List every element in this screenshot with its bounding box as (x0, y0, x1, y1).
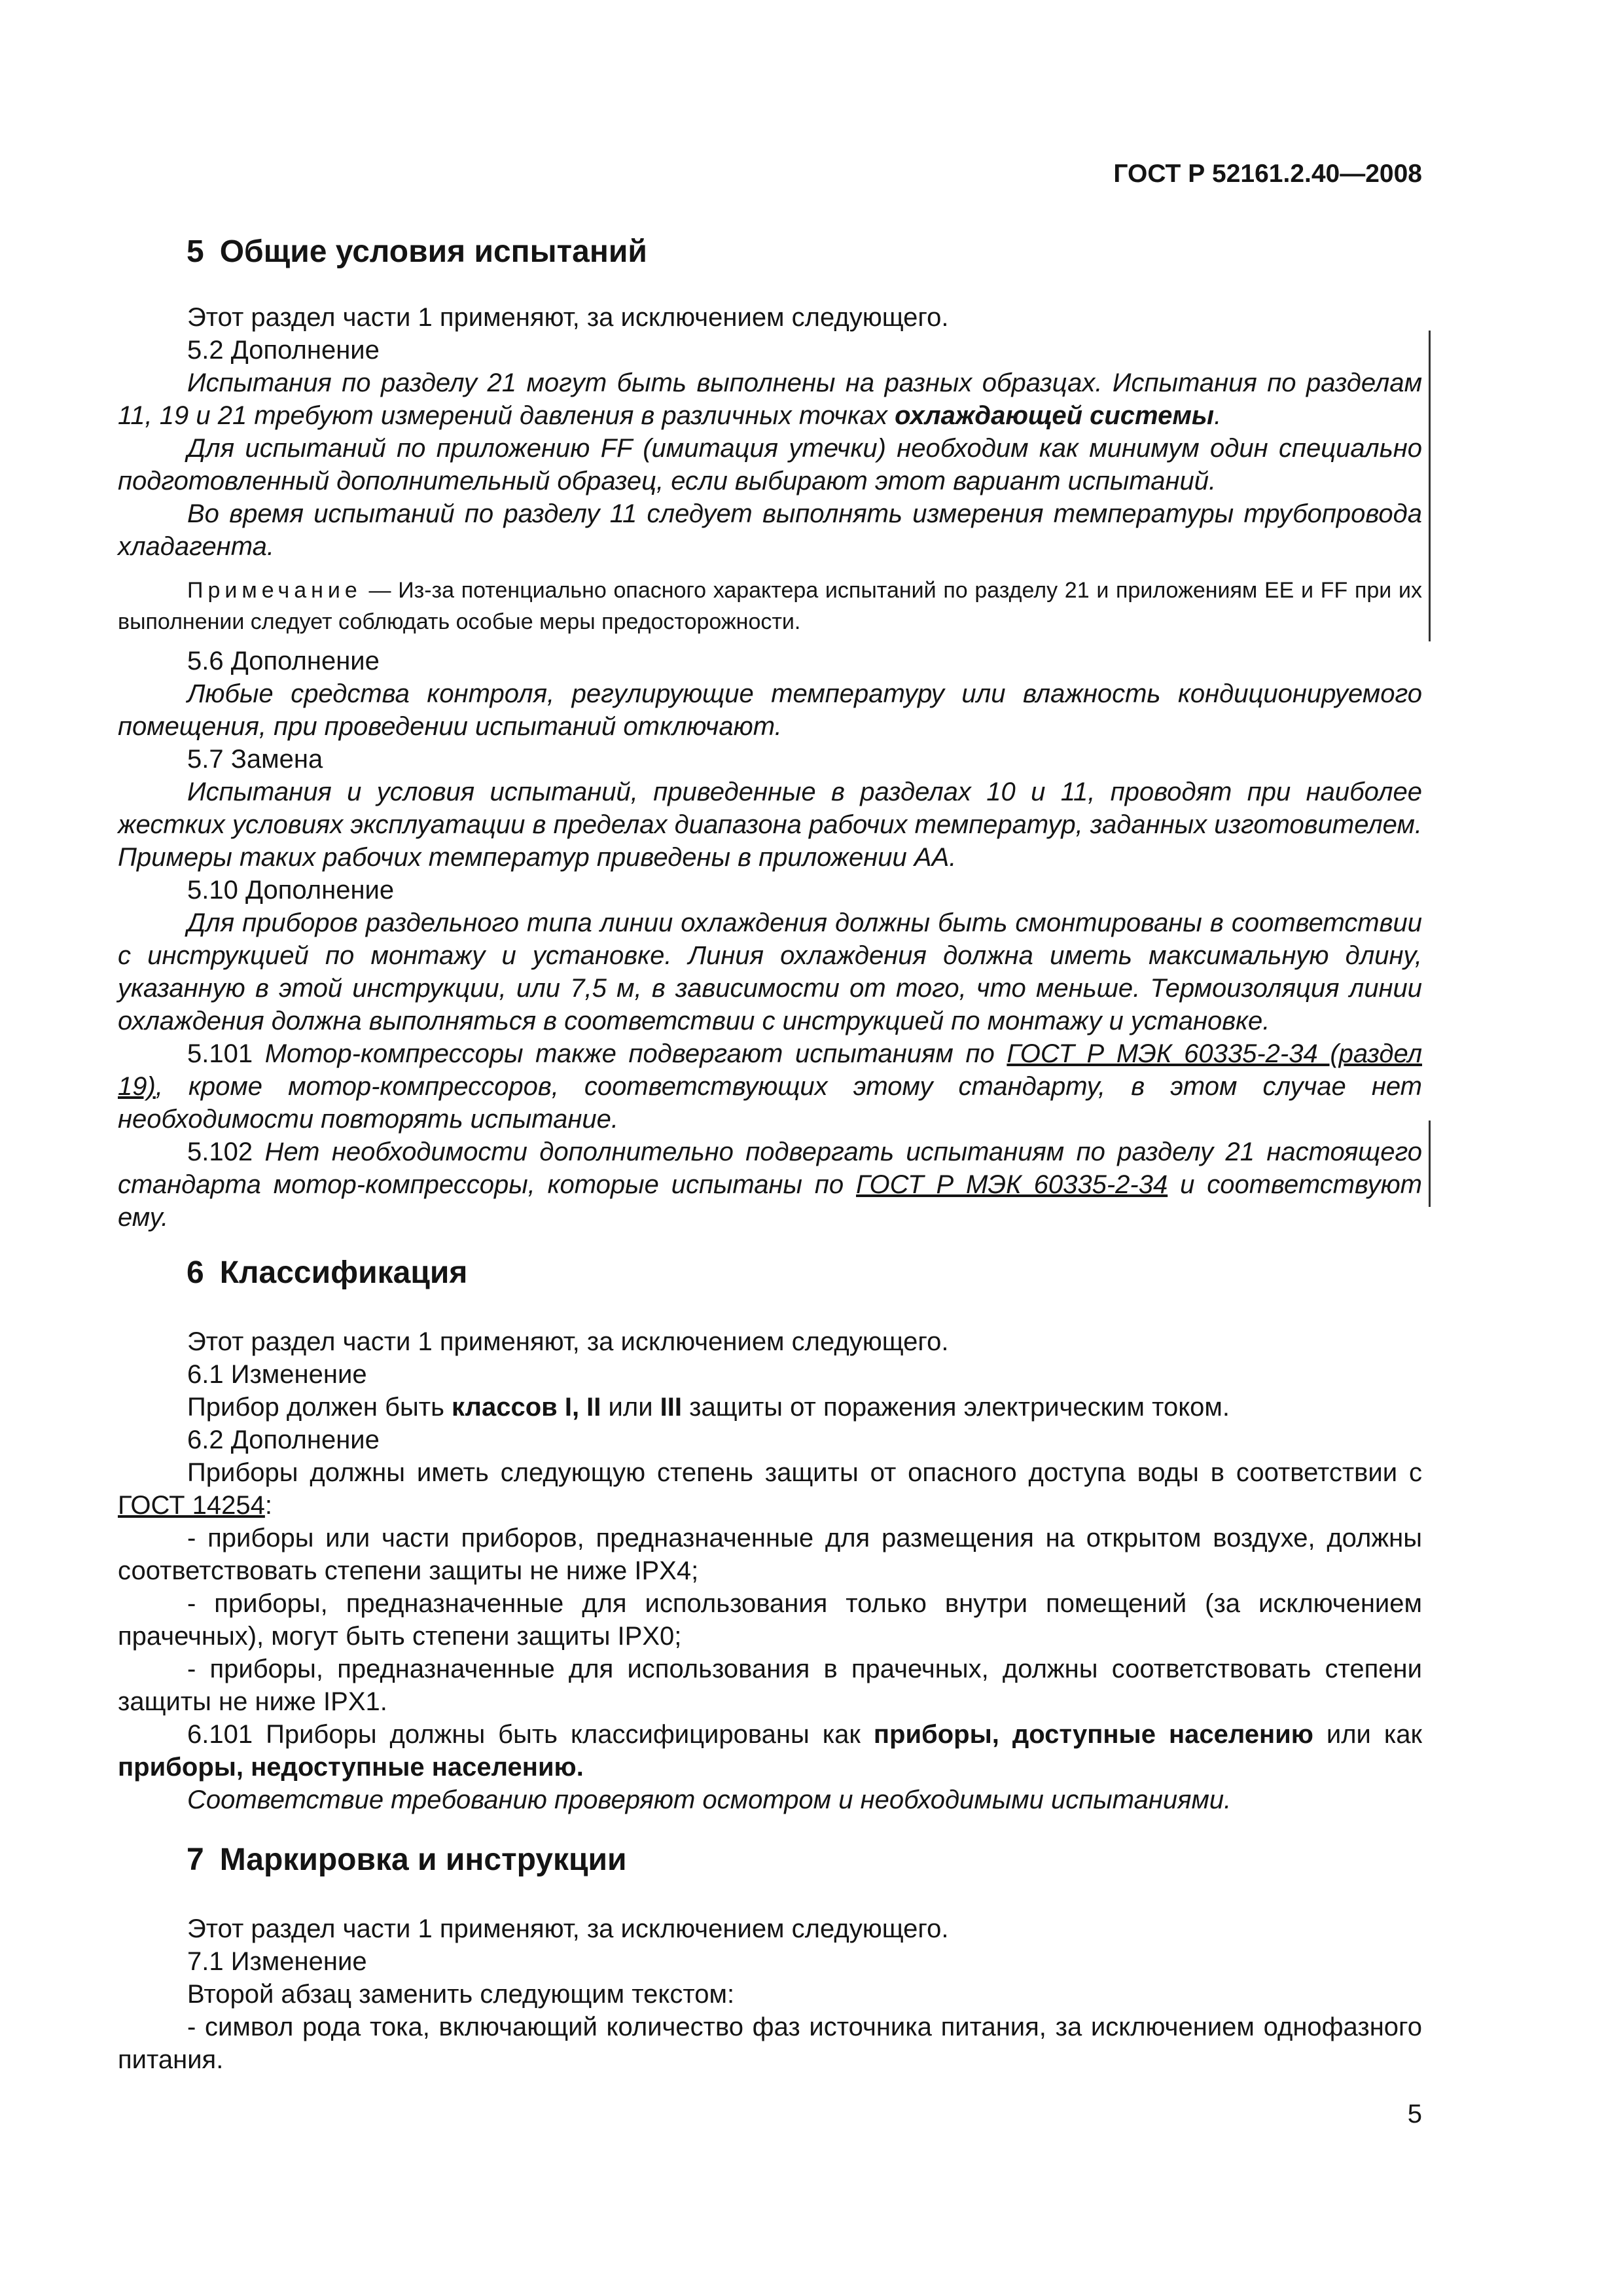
text-run: Испытания по разделу 21 могут быть выполнены на разных образцах. Испытания по разделам 11, 19 и 21 требуют измерений давления в различных точках (118, 368, 1422, 430)
paragraph: Для испытаний по приложению FF (имитация утечки) необходим как минимум один специально подготовленный дополнительный образец, если выбирают этот вариант испытаний. (118, 434, 1422, 495)
text-run: . (1214, 401, 1222, 430)
reference-link[interactable]: ГОСТ Р МЭК 60335-2-34 (856, 1170, 1168, 1199)
clause-label: 7.1 Изменение (187, 1947, 367, 1976)
list-item: - символ рода тока, включающий количество фаз источника питания, за исключением однофазного питания. (118, 2013, 1422, 2074)
section-5-heading (187, 232, 647, 272)
text-run: : (264, 1491, 272, 1520)
term: классов I, II (452, 1393, 601, 1422)
change-bar (1429, 1121, 1431, 1207)
clause-label: 5.6 Дополнение (187, 647, 380, 675)
clause-label: 6.2 Дополнение (187, 1426, 380, 1454)
reference-link[interactable]: ГОСТ 14254 (118, 1491, 265, 1520)
clause-label: 5.2 Дополнение (187, 336, 380, 365)
note-label: Примечание (187, 578, 362, 603)
note (118, 575, 1422, 637)
change-bar (1429, 331, 1431, 641)
paragraph (118, 1136, 1422, 1234)
paragraph: Любые средства контроля, регулирующие температуру или влажность кондиционируемого помещения, при проведении испытаний отключают. (118, 679, 1422, 741)
text-run: Нет необходимости дополнительно подвергать испытаниям по разделу 21 настоящего стандарта мотор-компрессоры, которые испытаны по (118, 1138, 1422, 1199)
clause-label: 5.7 Замена (187, 745, 323, 774)
text-run: Мотор-компрессоры также подвергают испытаниям по (264, 1039, 1007, 1068)
text-run: 6.101 Приборы должны быть классифицированы как (187, 1720, 874, 1749)
section-7-body (118, 1912, 1422, 2076)
section-number: 5 (187, 234, 204, 269)
term: охлаждающей системы (895, 401, 1215, 430)
paragraph: Во время испытаний по разделу 11 следует выполнять измерения температуры трубопровода хладагента. (118, 499, 1422, 561)
paragraph: Этот раздел части 1 применяют, за исключением следующего. (187, 303, 949, 332)
paragraph: Этот раздел части 1 применяют, за исключением следующего. (187, 1327, 949, 1356)
reference-link[interactable]: ГОСТ Р МЭК 60335-2-34 (раздел 19) (118, 1039, 1423, 1101)
section-6-body (118, 1325, 1422, 1816)
text-run: , кроме мотор-компрессоров, соответствующих этому стандарту, в этом случае нет необходимости повторять испытание. (118, 1072, 1422, 1134)
list-item: - приборы, предназначенные для использования в прачечных, должны соответствовать степени защиты не ниже IPX1. (118, 1655, 1422, 1716)
paragraph: Второй абзац заменить следующим текстом: (187, 1980, 735, 2009)
section-5-body (118, 301, 1422, 563)
clause-number: 5.102 (187, 1138, 265, 1166)
term: III (660, 1393, 683, 1422)
paragraph: Для приборов раздельного типа линии охлаждения должны быть смонтированы в соответствии с инструкцией по монтажу и установке. Линия охлаждения должна иметь максимальную длину, указанную в этой инструкции, или 7,5 м, в зависимости от того, что меньше. Термоизоляция линии охлаждения должна выполняться в соответствии с инструкцией по монтажу и установке. (118, 908, 1422, 1035)
document-code: ГОСТ Р 52161.2.40—2008 (1113, 160, 1422, 188)
clause-label: 5.10 Дополнение (187, 876, 395, 905)
page-number: 5 (1407, 2100, 1422, 2128)
text-run: Прибор должен быть (187, 1393, 452, 1422)
text-run: Приборы должны иметь следующую степень защиты от опасного доступа воды в соответствии с (187, 1458, 1422, 1487)
clause-number: 5.101 (187, 1039, 265, 1068)
section-7-heading (187, 1840, 627, 1880)
section-number: 6 (187, 1255, 204, 1290)
text-run: и соответствуют ему. (118, 1170, 1422, 1232)
section-5-body-continued (118, 645, 1422, 1234)
list-item: - приборы или части приборов, предназначенные для размещения на открытом воздухе, должны соответствовать степени защиты не ниже IPX4; (118, 1524, 1422, 1585)
list-item: - приборы, предназначенные для использования только внутри помещений (за исключением прачечных), могут быть степени защиты IPX0; (118, 1589, 1422, 1651)
text-run: защиты от поражения электрическим током. (682, 1393, 1230, 1422)
paragraph: Этот раздел части 1 применяют, за исключением следующего. (187, 1914, 949, 1943)
section-6-heading (187, 1253, 467, 1293)
document-page (118, 0, 1422, 2296)
text-run: или как (1313, 1720, 1423, 1749)
term: приборы, недоступные населению. (118, 1753, 584, 1782)
paragraph (118, 367, 1422, 432)
note-text: — Из-за потенциально опасного характера испытаний по разделу 21 и приложениям EE и FF при их выполнении следует соблюдать особые меры предосторожности. (118, 578, 1422, 634)
paragraph (118, 1718, 1422, 1784)
paragraph: Испытания и условия испытаний, приведенные в разделах 10 и 11, проводят при наиболее жестких условиях эксплуатации в пределах диапазона рабочих температур, заданных изготовителем. Примеры таких рабочих температур приведены в приложении АА. (118, 778, 1422, 872)
paragraph: Соответствие требованию проверяют осмотром и необходимыми испытаниями. (187, 1785, 1232, 1814)
section-number: 7 (187, 1842, 204, 1877)
text-run: или (601, 1393, 660, 1422)
section-title: Классификация (219, 1255, 468, 1290)
term: приборы, доступные населению (873, 1720, 1313, 1749)
section-title: Общие условия испытаний (219, 234, 647, 269)
paragraph (118, 1037, 1422, 1136)
clause-label: 6.1 Изменение (187, 1360, 367, 1389)
paragraph (118, 1456, 1422, 1522)
paragraph (118, 1391, 1422, 1424)
section-title: Маркировка и инструкции (219, 1842, 627, 1877)
